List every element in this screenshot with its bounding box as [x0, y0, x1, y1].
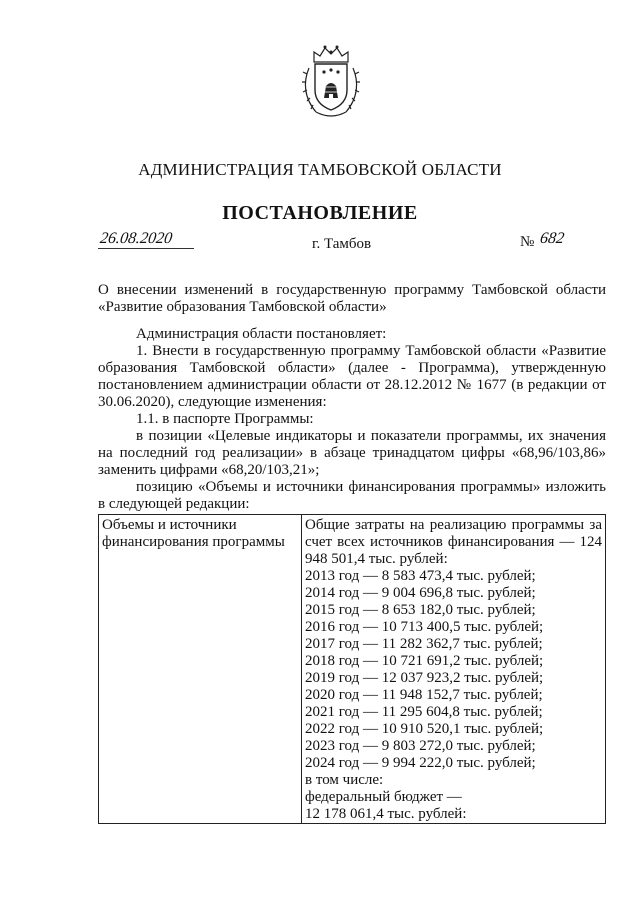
table-row: [99, 515, 606, 824]
paragraph-item-1: 1. Внести в государственную программу Тамбовской области «Развитие образования Тамбовской области» (далее - Программа), утвержденную постановлением администрации области от 28.12.2012 № 1677 (в редакции от 30.06.2020), следующие изменения:: [98, 343, 606, 410]
document-city: г. Тамбов: [312, 236, 372, 252]
year-line: 2013 год — 8 583 473,4 тыс. рублей;: [305, 568, 536, 584]
year-line: 2023 год — 9 803 272,0 тыс. рублей;: [305, 738, 536, 754]
federal-budget-label: федеральный бюджет —: [305, 789, 462, 805]
date-underline: [98, 248, 194, 249]
federal-budget-value: 12 178 061,4 тыс. рублей:: [305, 806, 467, 822]
year-line: 2018 год — 10 721 691,2 тыс. рублей;: [305, 653, 544, 669]
financing-table: [98, 514, 606, 824]
document-subject: О внесении изменений в государственную программу Тамбовской области «Развитие образования Тамбовской области»: [98, 282, 606, 315]
coat-of-arms-icon: [300, 40, 362, 120]
table-cell-label: [99, 515, 302, 824]
year-line: 2016 год — 10 713 400,5 тыс. рублей;: [305, 619, 544, 635]
document-type-heading: ПОСТАНОВЛЕНИЕ: [222, 202, 418, 224]
paragraph-indicators: в позиции «Целевые индикаторы и показатели программы, их значения на последний год реализации» в абзаце тринадцатом цифры «68,96/103,86» заменить цифрами «68,20/103,21»;: [98, 428, 606, 478]
year-line: 2022 год — 10 910 520,1 тыс. рублей;: [305, 721, 544, 737]
organization-title: АДМИНИСТРАЦИЯ ТАМБОВСКОЙ ОБЛАСТИ: [138, 160, 502, 179]
year-line: 2019 год — 12 037 923,2 тыс. рублей;: [305, 670, 544, 686]
document-date: 26.08.2020: [98, 230, 174, 247]
number-sign: №: [520, 234, 535, 250]
financing-label: Объемы и источники финансирования программы: [102, 517, 285, 550]
year-line: 2014 год — 9 004 696,8 тыс. рублей;: [305, 585, 536, 601]
year-line: 2020 год — 11 948 152,7 тыс. рублей;: [305, 687, 543, 703]
year-line: 2017 год — 11 282 362,7 тыс. рублей;: [305, 636, 543, 652]
year-line: 2015 год — 8 653 182,0 тыс. рублей;: [305, 602, 536, 618]
document-number: 682: [538, 230, 566, 247]
paragraph-financing: позицию «Объемы и источники финансирования программы» изложить в следующей редакции:: [98, 479, 606, 512]
including-label: в том числе:: [305, 772, 384, 788]
financing-intro: Общие затраты на реализацию программы за счет всех источников финансирования — 124 948 501,4 тыс. рублей:: [305, 517, 602, 567]
year-line: 2024 год — 9 994 222,0 тыс. рублей;: [305, 755, 536, 771]
table-cell-values: [302, 515, 606, 824]
paragraph-item-1-1: 1.1. в паспорте Программы:: [136, 411, 314, 427]
paragraph-decree-intro: Администрация области постановляет:: [136, 326, 387, 342]
year-line: 2021 год — 11 295 604,8 тыс. рублей;: [305, 704, 543, 720]
